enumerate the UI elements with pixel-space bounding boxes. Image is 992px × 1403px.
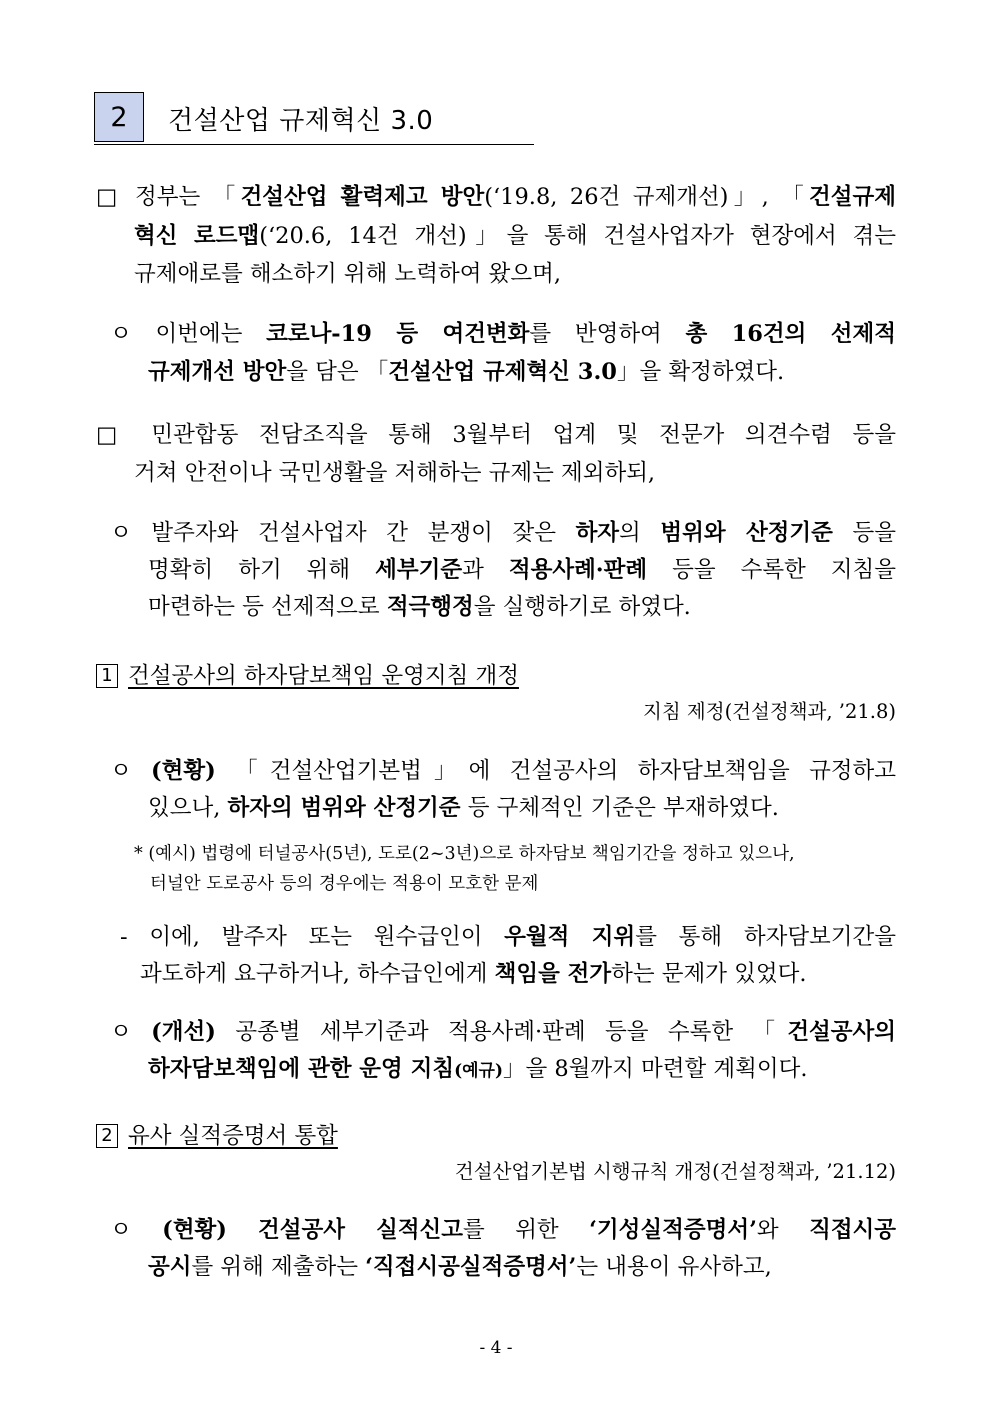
subsection-2-title: 유사 실적증명서 통합: [128, 1123, 338, 1149]
sub1-note-line-2: 터널안 도로공사 등의 경우에는 적용이 모호한 문제: [150, 874, 539, 894]
section-title: 건설산업 규제혁신 3.0: [168, 106, 434, 136]
p4-line-1: ㅇ 발주자와 건설사업자 간 분쟁이 잦은 하자의 범위와 산정기준 등을: [110, 520, 896, 546]
p2-line-2: 규제개선 방안을 담은 「건설산업 규제혁신 3.0」을 확정하였다.: [148, 359, 785, 385]
page-number: - 4 -: [479, 1338, 513, 1358]
p1-line-2: 혁신 로드맵(‘20.6, 14건 개선)」을 통해 건설사업자가 현장에서 겪는: [134, 223, 896, 249]
sub1-detail-line-2: 과도하게 요구하거나, 하수급인에게 책임을 전가하는 문제가 있었다.: [140, 961, 807, 987]
p2-line-1: ㅇ 이번에는 코로나-19 등 여건변화를 반영하여 총 16건의 선제적: [110, 321, 896, 347]
subsection-1-source: 지침 제정(건설정책과, ’21.8): [643, 700, 896, 723]
p3-line-2: 거쳐 안전이나 국민생활을 저해하는 규제는 제외하되,: [134, 460, 656, 486]
sub1-improve-line-2: 하자담보책임에 관한 운영 지침(예규)」을 8월까지 마련할 계획이다.: [148, 1056, 808, 1082]
subsection-1-number: 1: [96, 664, 118, 688]
sub1-status-line-2: 있으나, 하자의 범위와 산정기준 등 구체적인 기준은 부재하였다.: [148, 795, 779, 821]
subsection-1-title: 건설공사의 하자담보책임 운영지침 개정: [128, 663, 519, 689]
section-header: [94, 92, 534, 145]
sub1-improve-line-1: ㅇ (개선) 공종별 세부기준과 적용사례·판례 등을 수록한 「건설공사의: [110, 1019, 896, 1045]
subsection-2-header: [96, 1124, 338, 1148]
section-number: 2: [94, 92, 144, 142]
sub1-status-line-1: ㅇ (현황) 「건설산업기본법」에 건설공사의 하자담보책임을 규정하고: [110, 758, 897, 784]
sub2-status-line-2: 공시를 위해 제출하는 ‘직접시공실적증명서’는 내용이 유사하고,: [148, 1254, 772, 1280]
p1-line-1: □ 정부는 「건설산업 활력제고 방안(‘19.8, 26건 규제개선)」, 「건설규제: [96, 184, 896, 210]
subsection-1-header: [96, 664, 519, 688]
p3-line-1: □ 민관합동 전담조직을 통해 3월부터 업계 및 전문가 의견수렴 등을: [96, 422, 896, 448]
subsection-2-number: 2: [96, 1124, 118, 1148]
subsection-2-source: 건설산업기본법 시행규칙 개정(건설정책과, ’21.12): [454, 1160, 896, 1183]
sub1-detail-line-1: - 이에, 발주자 또는 원수급인이 우월적 지위를 통해 하자담보기간을: [120, 924, 896, 950]
sub1-note-line-1: * (예시) 법령에 터널공사(5년), 도로(2~3년)으로 하자담보 책임기간을 정하고 있으나,: [134, 844, 795, 864]
sub2-status-line-1: ㅇ (현황) 건설공사 실적신고를 위한 ‘기성실적증명서’와 직접시공: [110, 1217, 897, 1243]
p4-line-3: 마련하는 등 선제적으로 적극행정을 실행하기로 하였다.: [148, 594, 691, 620]
p4-line-2: 명확히 하기 위해 세부기준과 적용사례·판례 등을 수록한 지침을: [148, 557, 896, 583]
p1-line-3: 규제애로를 해소하기 위해 노력하여 왔으며,: [134, 261, 561, 287]
